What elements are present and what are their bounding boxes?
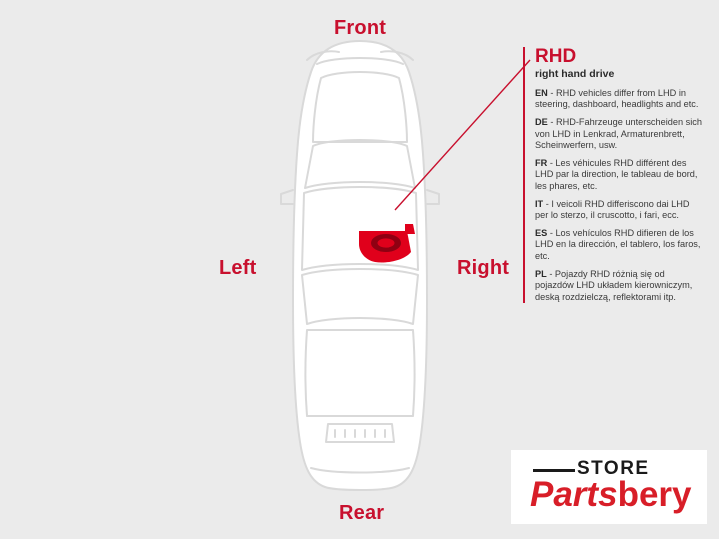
description-text-de: - RHD-Fahrzeuge unterscheiden sich von LHD in Lenkrad, Armaturenbrett, Scheinwerfern, usw.: [535, 117, 702, 151]
description-text-fr: - Les véhicules RHD différent des LHD par la direction, le tableau de bord, les phares, etc.: [535, 158, 698, 191]
rhd-callout-panel: [523, 47, 703, 303]
orientation-label-front: Front: [334, 17, 387, 39]
description-de: [535, 117, 703, 151]
lang-code-pl: PL: [535, 268, 547, 279]
logo-store-text: STORE: [577, 458, 650, 479]
lang-code-de: DE: [535, 117, 548, 128]
orientation-label-right: Right: [457, 257, 510, 279]
orientation-label-left: Left: [219, 257, 257, 279]
car-top-view-illustration: [255, 38, 465, 493]
description-text-en: - RHD vehicles differ from LHD in steering, dashboard, headlights and etc.: [535, 88, 699, 110]
panel-subtitle: right hand drive: [535, 68, 615, 80]
lang-code-en: EN: [535, 88, 548, 98]
brand-logo: [511, 450, 707, 524]
lang-code-es: ES: [535, 228, 548, 239]
description-es: [535, 228, 703, 262]
description-pl: [535, 269, 703, 303]
description-it: [535, 199, 703, 222]
description-en: [535, 88, 703, 111]
logo-word-parts: Parts: [530, 475, 618, 514]
logo-word-bery: bery: [617, 475, 692, 514]
description-text-pl: - Pojazdy RHD różnią się od pojazdów LHD układem kierowniczym, deską rozdzielczą, reflektorami itp.: [535, 268, 693, 302]
lang-code-it: IT: [535, 198, 544, 209]
orientation-label-rear: Rear: [339, 502, 385, 524]
description-text-it: - I veicoli RHD differiscono dai LHD per lo sterzo, il cruscotto, i fari, ecc.: [535, 198, 690, 221]
description-text-es: - Los vehículos RHD difieren de los LHD en la dirección, el tablero, los faros, etc.: [535, 228, 701, 261]
description-fr: [535, 158, 703, 192]
lang-code-fr: FR: [535, 158, 548, 169]
logo-wordmark: [530, 476, 692, 514]
logo-underline-bar: [533, 469, 575, 472]
panel-title: RHD: [535, 46, 577, 67]
